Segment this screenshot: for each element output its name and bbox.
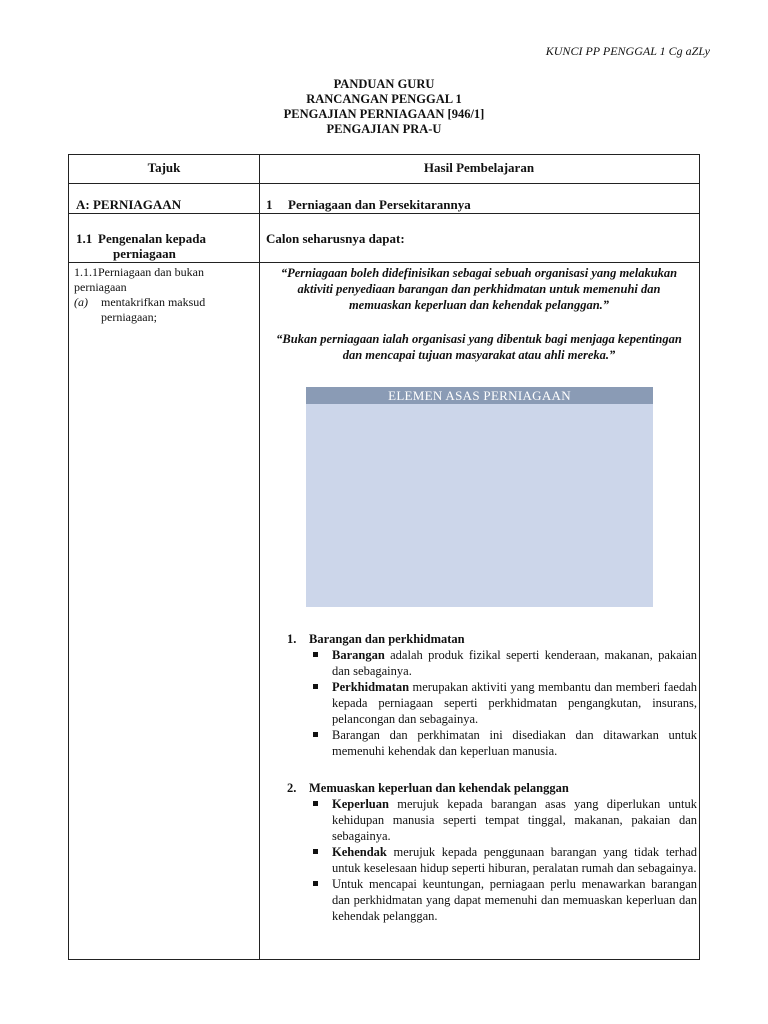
list-item: Kehendak merujuk kepada penggunaan barangan yang tidak terhad untuk keselesaan hidup seperti hiburan, peralatan rumah dan sebagainya. (287, 844, 697, 876)
item-text-line-2: perniagaan; (101, 310, 157, 324)
title-line-3: PENGAJIAN PERNIAGAAN [946/1] (283, 107, 485, 121)
lesson-table (68, 154, 700, 960)
title-line-2: RANCANGAN PENGGAL 1 (306, 92, 462, 106)
elemen-asas-diagram (306, 387, 653, 607)
section-number: 2. (287, 781, 297, 795)
item-text-line-1: mentakrifkan maksud (101, 295, 206, 309)
list-item: Keperluan merujuk kepada barangan asas yang diperlukan untuk kehidupan manusia seperti tempat tinggal, makanan, pakaian dan sebagainya. (287, 796, 697, 844)
list-item: Untuk mencapai keuntungan, perniagaan perlu menawarkan barangan dan perkhidmatan yang dapat memenuhi dan memuaskan keperluan dan kehendak pelanggan. (287, 876, 697, 924)
list-item: Barangan adalah produk fizikal seperti kenderaan, makanan, pakaian dan sebagainya. (287, 647, 697, 679)
header-note: KUNCI PP PENGGAL 1 Cg aZLy (545, 44, 710, 58)
row-divider (69, 213, 699, 214)
title-line-1: PANDUAN GURU (333, 77, 435, 91)
subtopic-title-line-2: perniagaan (113, 246, 176, 261)
quote-bukan-perniagaan: “Bukan perniagaan ialah organisasi yang dibentuk bagi menjaga kepentingan dan mencapai tujuan masyarakat atau ahli mereka.” (276, 332, 682, 362)
document-titles (0, 77, 768, 137)
title-line-4: PENGAJIAN PRA-U (326, 122, 442, 136)
section-title: Memuaskan keperluan dan kehendak pelanggan (309, 781, 569, 795)
column-divider (259, 155, 260, 959)
calon-instruction: Calon seharusnya dapat: (266, 231, 405, 246)
list-item: Barangan dan perkhimatan ini disediakan dan ditawarkan untuk memenuhi kehendak dan keperluan manusia. (287, 727, 697, 759)
subtopic-detail-line-1: 1.1.1Perniagaan dan bukan (74, 265, 204, 279)
section-memuaskan (287, 780, 697, 924)
col-header-tajuk: Tajuk (147, 160, 181, 175)
topic-perniagaan: A: PERNIAGAAN (76, 197, 182, 212)
subtopic-title-line-1: Pengenalan kepada (98, 231, 206, 246)
outcome-title: Perniagaan dan Persekitarannya (288, 197, 471, 212)
item-label: (a) (74, 295, 88, 309)
outcome-number: 1 (266, 197, 273, 212)
row-divider (69, 183, 699, 184)
quote-perniagaan: “Perniagaan boleh didefinisikan sebagai sebuah organisasi yang melakukan aktiviti penyediaan barangan dan perkhidmatan untuk memenuhi dan memuaskan keperluan dan kehendak pelanggan.” (280, 266, 678, 312)
subtopic-detail-line-2: perniagaan (74, 280, 127, 294)
section-number: 1. (287, 632, 297, 646)
section-title: Barangan dan perkhidmatan (309, 632, 465, 646)
col-header-hasil: Hasil Pembelajaran (423, 160, 535, 175)
subtopic-number: 1.1 (76, 231, 93, 246)
subtopic-detail (74, 265, 205, 325)
section-barangan (287, 631, 697, 759)
elemen-asas-title: ELEMEN ASAS PERNIAGAAN (306, 387, 653, 404)
row-divider (69, 262, 699, 263)
subtopic-title (98, 231, 206, 261)
list-item: Perkhidmatan merupakan aktiviti yang membantu dan memberi faedah kepada perniagaan seperti perkhidmatan pengangkutan, insurans, pelancongan dan sebagainya. (287, 679, 697, 727)
